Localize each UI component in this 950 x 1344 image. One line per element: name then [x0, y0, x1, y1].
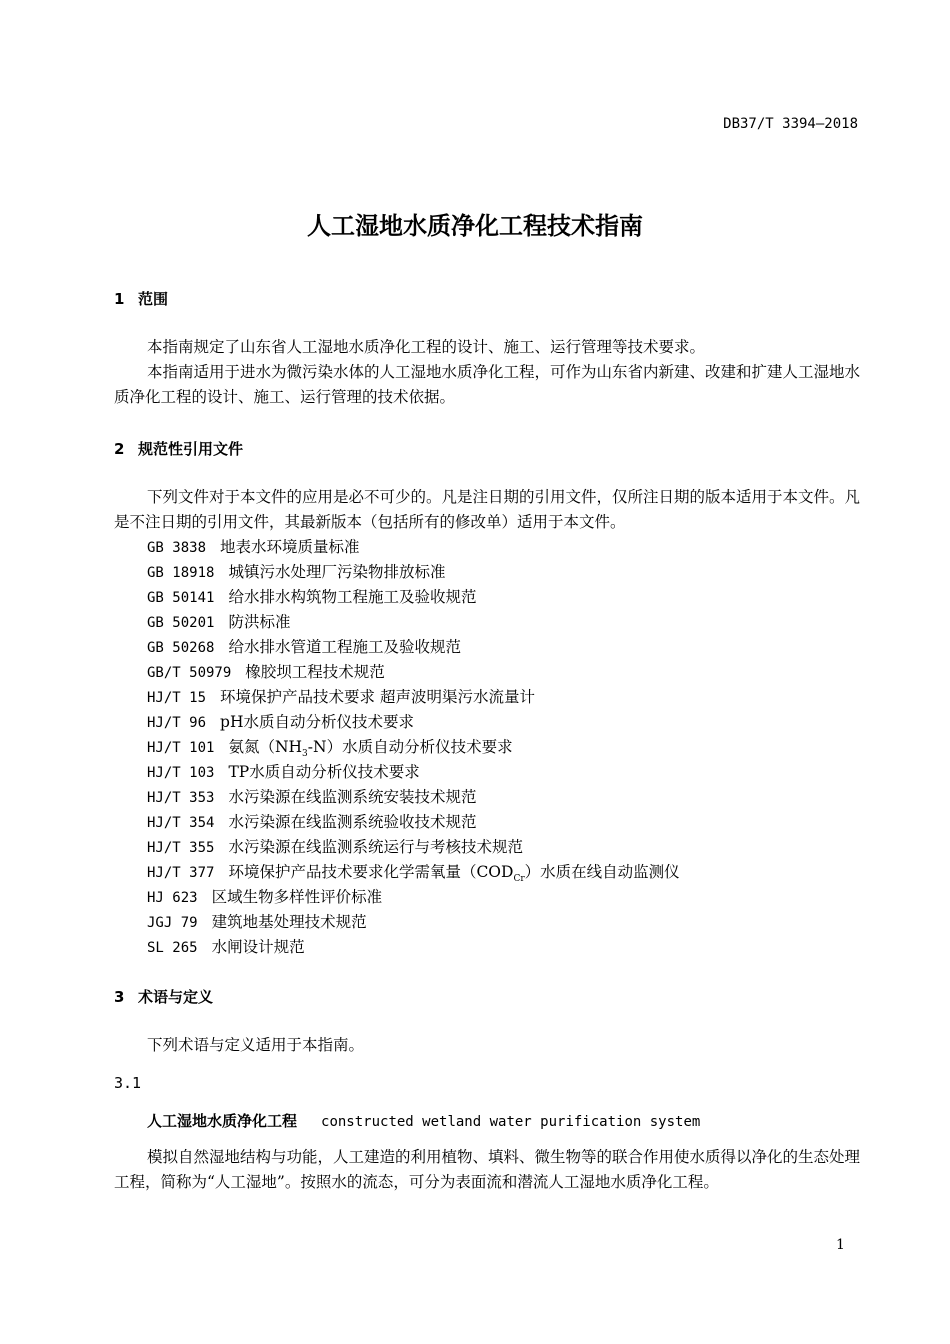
reference-title: 水污染源在线监测系统安装技术规范	[228, 788, 477, 806]
document-code: DB37/T 3394—2018	[723, 116, 858, 132]
reference-item	[147, 635, 461, 657]
section-title: 范围	[138, 290, 169, 308]
reference-title: 给水排水构筑物工程施工及验收规范	[228, 588, 477, 606]
term-number: 3.1	[114, 1074, 142, 1092]
reference-title: 橡胶坝工程技术规范	[245, 663, 385, 681]
section-number: 1	[114, 290, 125, 308]
reference-code: HJ/T 96	[147, 715, 207, 731]
reference-item	[147, 685, 535, 707]
reference-title: TP水质自动分析仪技术要求	[228, 763, 420, 781]
section-number: 2	[114, 440, 125, 458]
reference-code: HJ/T 353	[147, 790, 215, 806]
reference-item	[147, 660, 385, 682]
paragraph: 下列文件对于本文件的应用是必不可少的。凡是注日期的引用文件，仅所注日期的版本适用于本文件。凡是不注日期的引用文件，其最新版本（包括所有的修改单）适用于本文件。	[114, 488, 861, 531]
reference-title: 环境保护产品技术要求 超声波明渠污水流量计	[220, 688, 535, 706]
reference-item	[147, 785, 476, 807]
paragraph: 下列术语与定义适用于本指南。	[147, 1036, 365, 1054]
section-title: 规范性引用文件	[138, 440, 244, 458]
reference-item	[147, 835, 523, 857]
reference-title: 城镇污水处理厂污染物排放标准	[228, 563, 446, 581]
reference-title: pH水质自动分析仪技术要求	[220, 713, 414, 731]
term-definition: 模拟自然湿地结构与功能，人工建造的利用植物、填料、微生物等的联合作用使水质得以净化的生态处理工程，简称为“人工湿地”。按照水的流态，可分为表面流和潜流人工湿地水质净化工程。	[114, 1148, 861, 1191]
reference-title: 给水排水管道工程施工及验收规范	[228, 638, 461, 656]
reference-title: 水污染源在线监测系统验收技术规范	[228, 813, 477, 831]
section-heading-1	[114, 288, 168, 309]
section-heading-3	[114, 986, 213, 1007]
reference-item	[147, 560, 445, 582]
page-number: 1	[836, 1237, 845, 1253]
reference-item	[147, 760, 420, 782]
term-chinese: 人工湿地水质净化工程	[147, 1112, 298, 1130]
reference-code: GB 50201	[147, 615, 215, 631]
reference-item	[147, 910, 367, 932]
reference-item	[147, 535, 360, 557]
reference-title: 水污染源在线监测系统运行与考核技术规范	[228, 838, 523, 856]
reference-item	[147, 610, 290, 632]
term-english: constructed wetland water purification system	[321, 1114, 701, 1130]
reference-code: GB 18918	[147, 565, 215, 581]
section-heading-2	[114, 438, 243, 459]
reference-code: GB/T 50979	[147, 665, 232, 681]
reference-title: 建筑地基处理技术规范	[211, 913, 367, 931]
reference-item	[147, 735, 513, 759]
reference-code: JGJ 79	[147, 915, 198, 931]
reference-code: HJ/T 101	[147, 740, 215, 756]
reference-code: SL 265	[147, 940, 198, 956]
reference-code: HJ 623	[147, 890, 198, 906]
reference-code: HJ/T 15	[147, 690, 207, 706]
reference-code: GB 3838	[147, 540, 207, 556]
reference-code: HJ/T 354	[147, 815, 215, 831]
paragraph: 本指南规定了山东省人工湿地水质净化工程的设计、施工、运行管理等技术要求。	[147, 338, 706, 356]
reference-item	[147, 860, 680, 884]
reference-code: GB 50268	[147, 640, 215, 656]
reference-item	[147, 935, 305, 957]
paragraph: 本指南适用于进水为微污染水体的人工湿地水质净化工程，可作为山东省内新建、改建和扩建人工湿地水质净化工程的设计、施工、运行管理的技术依据。	[114, 363, 861, 406]
reference-code: HJ/T 377	[147, 865, 215, 881]
section-number: 3	[114, 988, 125, 1006]
reference-item	[147, 885, 382, 907]
reference-title: 环境保护产品技术要求化学需氧量$(COD_{Cr})$水质在线自动监测仪	[228, 863, 680, 885]
reference-title: 水闸设计规范	[211, 938, 305, 956]
term-heading	[147, 1110, 700, 1131]
reference-item	[147, 710, 414, 732]
reference-title: 地表水环境质量标准	[220, 538, 360, 556]
page-title: 人工湿地水质净化工程技术指南	[307, 212, 643, 240]
section-title: 术语与定义	[138, 988, 214, 1006]
reference-title: 区域生物多样性评价标准	[211, 888, 383, 906]
reference-item	[147, 585, 476, 607]
reference-code: GB 50141	[147, 590, 215, 606]
reference-title: 氨氮$(NH_3-N)$水质自动分析仪技术要求	[228, 738, 513, 760]
reference-code: HJ/T 103	[147, 765, 215, 781]
reference-code: HJ/T 355	[147, 840, 215, 856]
reference-title: 防洪标准	[228, 613, 291, 631]
reference-item	[147, 810, 476, 832]
